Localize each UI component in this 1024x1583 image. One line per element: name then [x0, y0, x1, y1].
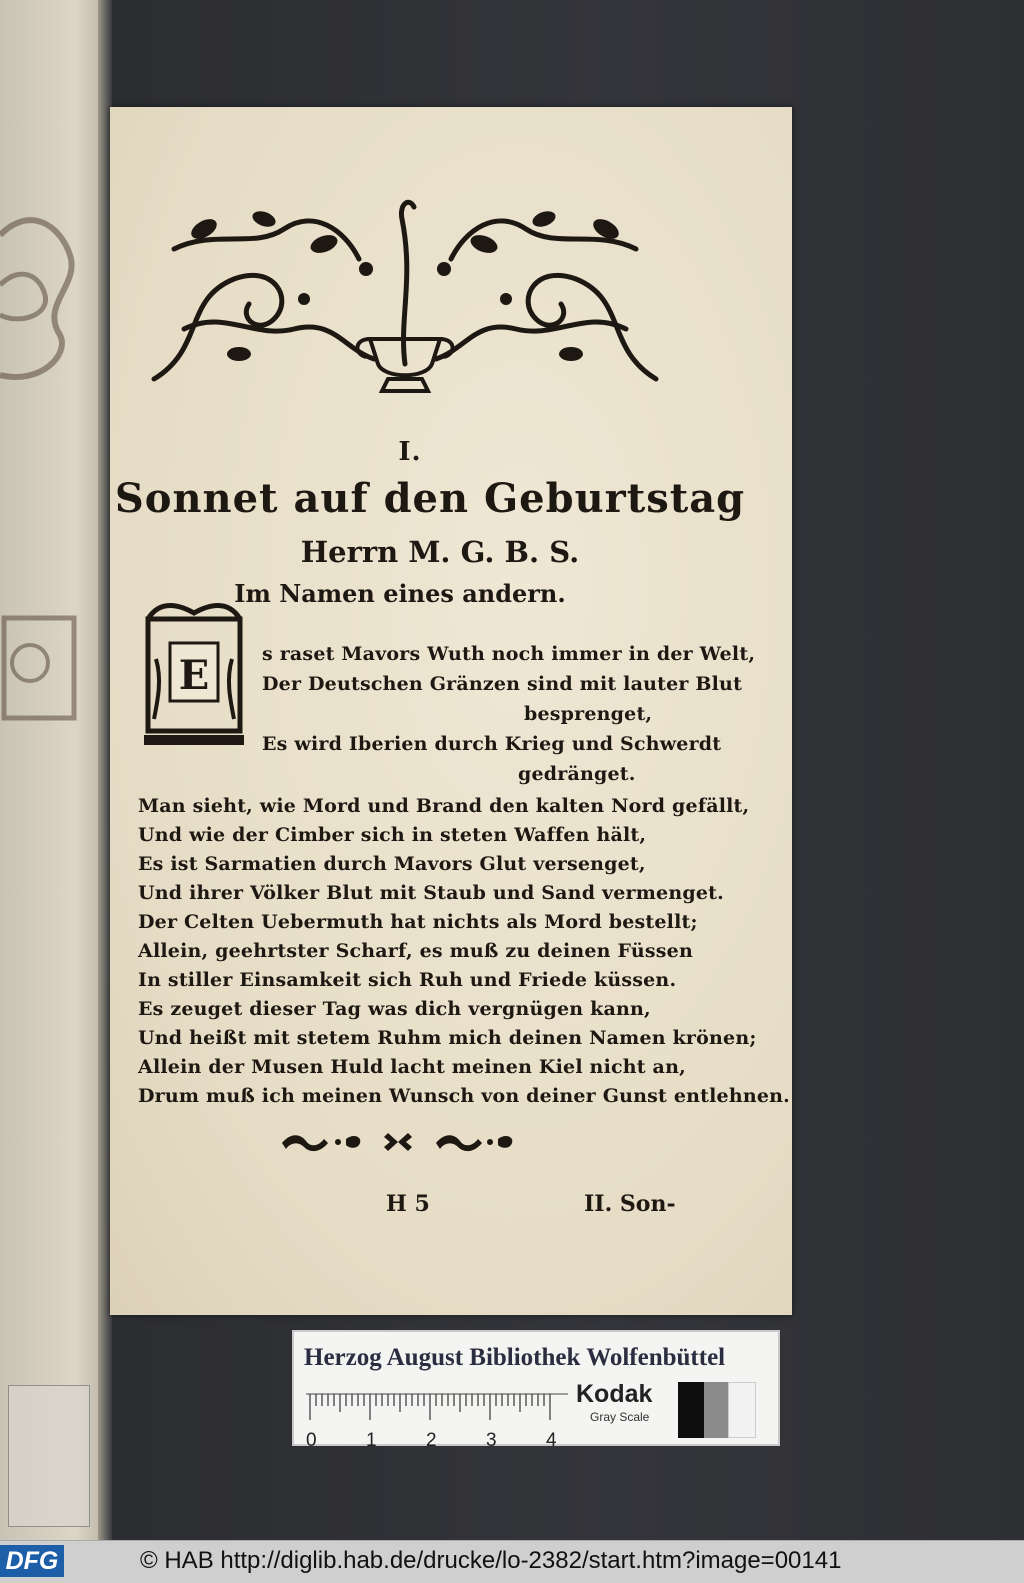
poem-line: Es wird Iberien durch Krieg und Schwerdt — [262, 733, 722, 755]
gray-swatch — [704, 1382, 728, 1438]
kodak-logo: Kodak — [576, 1380, 653, 1408]
poem-line: Der Deutschen Gränzen sind mit lauter Blut — [262, 673, 743, 695]
poem-line: s raset Mavors Wuth noch immer in der Welt, — [262, 643, 756, 665]
color-calibration-target — [292, 1330, 780, 1451]
ruler-label: 2 — [426, 1430, 437, 1451]
poem-line: Man sieht, wie Mord und Brand den kalten Nord gefällt, — [138, 795, 750, 817]
left-page-label — [8, 1385, 90, 1527]
ruler-label: 3 — [486, 1430, 497, 1451]
poem-line: Und ihrer Völker Blut mit Staub und Sand vermenget. — [138, 882, 724, 904]
white-swatch — [728, 1382, 756, 1438]
initial-letter: E — [178, 652, 210, 699]
ruler-label: 0 — [306, 1430, 317, 1451]
poem-line: Allein, geehrtster Scharf, es muß zu deinen Füssen — [138, 940, 693, 962]
ruler-label: 1 — [366, 1430, 377, 1451]
poem-line: besprenget, — [524, 703, 653, 725]
sonnet-number: I. — [398, 437, 422, 467]
decorated-initial — [140, 599, 248, 747]
signature-mark: H 5 — [386, 1191, 430, 1217]
poem-line: Und heißt mit stetem Ruhm mich deinen Namen krönen; — [138, 1027, 757, 1049]
sonnet-recipient: Herrn M. G. B. S. — [300, 535, 580, 569]
gray-scale-label: Gray Scale — [590, 1410, 650, 1424]
scale-ruler — [306, 1386, 568, 1444]
footer-bar — [0, 1540, 1024, 1583]
book-page — [110, 107, 792, 1315]
library-name: Herzog August Bibliothek Wolfenbüttel — [304, 1344, 726, 1371]
fleuron-ornament — [280, 1129, 520, 1155]
poem-line: Drum muß ich meinen Wunsch von deiner Gunst entlehnen. — [138, 1085, 790, 1107]
black-swatch — [678, 1382, 704, 1438]
copyright-link[interactable]: © HAB http://diglib.hab.de/drucke/lo-2382/start.htm?image=00141 — [140, 1547, 842, 1574]
catchword: II. Son- — [584, 1191, 676, 1217]
dfg-logo: DFG — [0, 1545, 64, 1577]
left-headpiece-ornament — [0, 195, 80, 395]
previous-page-edge — [0, 0, 108, 1540]
poem-line: Allein der Musen Huld lacht meinen Kiel nicht an, — [138, 1056, 686, 1078]
poem-line: gedränget. — [518, 763, 636, 785]
left-initial-ornament — [0, 598, 80, 738]
sonnet-subtitle: Im Namen eines andern. — [234, 579, 566, 608]
poem-line: Und wie der Cimber sich in steten Waffen hält, — [138, 824, 647, 846]
ruler-label: 4 — [546, 1430, 557, 1451]
poem-line: Es zeuget dieser Tag was dich vergnügen kann, — [138, 998, 651, 1020]
poem-line: In stiller Einsamkeit sich Ruh und Friede küssen. — [138, 969, 677, 991]
poem-line: Der Celten Uebermuth hat nichts als Mord bestellt; — [138, 911, 698, 933]
headpiece-ornament — [144, 189, 666, 395]
sonnet-title: Sonnet auf den Geburtstag — [114, 475, 746, 522]
poem-line: Es ist Sarmatien durch Mavors Glut versenget, — [138, 853, 646, 875]
